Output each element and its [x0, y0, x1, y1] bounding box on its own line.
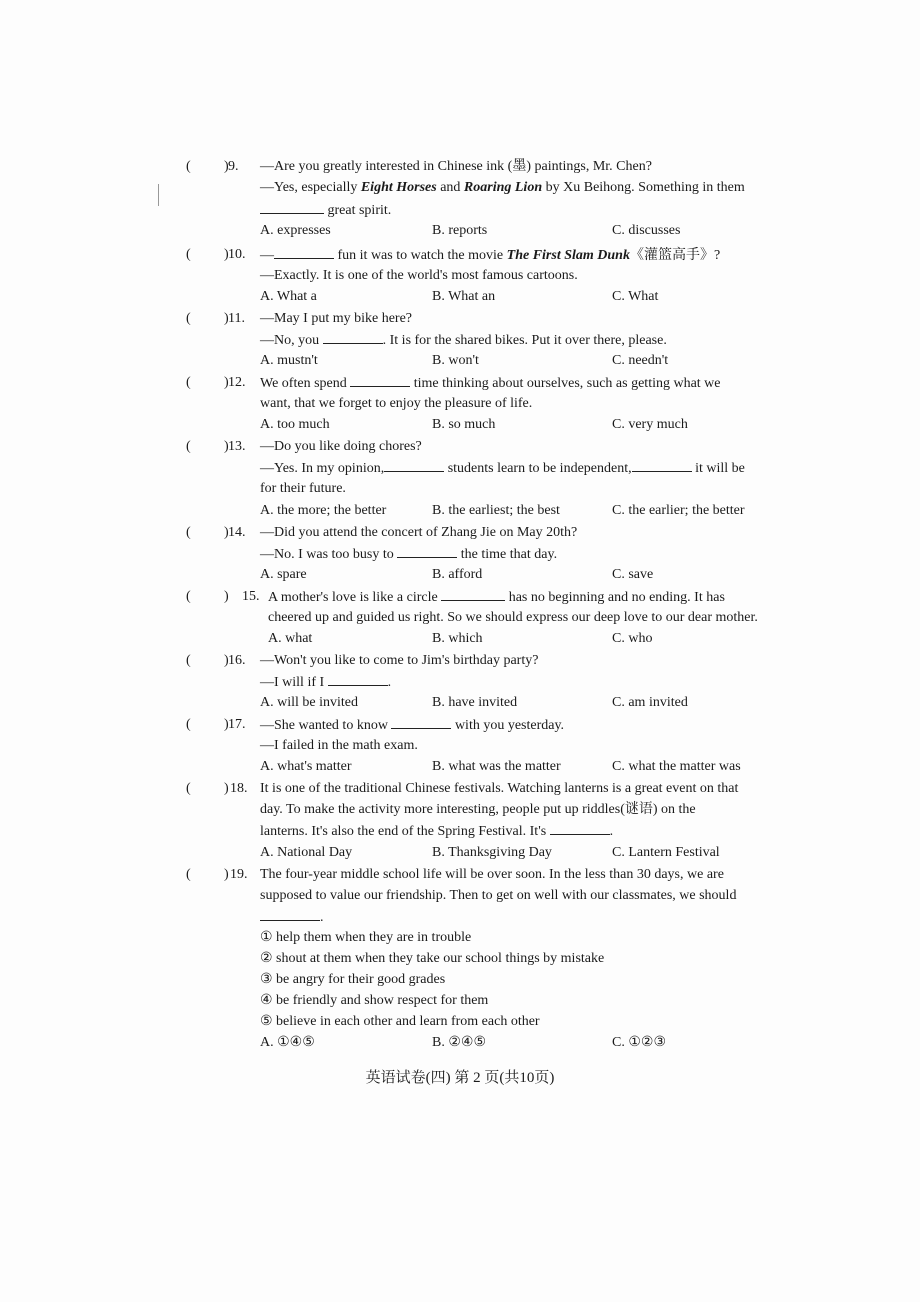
option-a[interactable]: A. what's matter [260, 759, 352, 774]
option-a[interactable]: A. will be invited [260, 695, 358, 710]
question-line: . [260, 906, 324, 929]
question-line: A mother's love is like a circle has no beginning and no ending. It has [268, 586, 725, 609]
question-line: —I failed in the math exam. [260, 738, 418, 753]
answer-blank[interactable] [441, 586, 505, 601]
question-line: day. To make the activity more interesting, people put up riddles(谜语) on the [260, 802, 696, 817]
option-a[interactable]: A. spare [260, 567, 307, 582]
exam-page: ( ) 9. —Are you greatly interested in Chinese ink (墨) paintings, Mr. Chen? —Yes, especially Eight Horses and Roaring Lion by Xu Beihong. Something in them great spirit. A. expresses B. reports C. discusses ( ) 10. — fun it was to watch the movie The First Slam Dunk《灌篮高手》? —Exactly. It is one of the world's most famous cartoons. A. What a B. What an C. What ( ) 11. —May I put my bike here? —No, you . It is for the shared bikes. Put it over there, please. A. mustn't B. won't C. needn't ( ) 12. We often spend time thinking about ourselves, such as getting what we want, that we forget to enjoy the pleasure of life. A. too much B. so much C. very much ( ) 13. —Do you like doing chores? —Yes. In my opinion, students learn to be independent, it will be for their future. A. the more; the better B. the earliest; the best C. the earlier; the better ( ) 14. —Did you attend the concert of Zhang Jie on May 20th? —No. I was too busy to the time that day. A. spare B. afford C. save ( ) 15. A mother's love is like a circle has no beginning and no ending. It has cheered up and guided us right. So we should express our deep love to our dear mother. A. what B. which C. who ( ) 16. —Won't you like to come to Jim's birthday party? —I will if I . A. will be invited B. have invited C. am invited ( ) 17. —She wanted to know with you yesterday. —I failed in the math exam. A. what's matter B. what was the matter C. what the matter was ( ) 18. It is one of the traditional Chinese festivals. Watching lanterns is a great event on that day. To make the activity more interesting, people put up riddles(谜语) on the lanterns. It's also the end of the Spring Festival. It's . A. National Day B. Thanksgiving Day C. Lantern Festival ( ) 19. The four-year middle school life will be over soon. In the less than 30 days, we are supposed to value our friendship. Then to get on well with our classmates, we should . ① help them when they are in trouble ② shout at them when they take our school things by mistake ③ be angry for their good grades ④ be friendly and show respect for them ⑤ believe in each other and learn from each other A. ①④⑤ B. ②④⑤ C. ①②③ 英语试卷(四) 第 2 页(共10页) [0, 0, 920, 1302]
option-b[interactable]: B. have invited [432, 695, 518, 710]
question-line: —Yes. In my opinion, students learn to be independent, it will be [260, 457, 745, 480]
option-b[interactable]: B. the earliest; the best [432, 503, 560, 518]
option-c[interactable]: C. needn't [612, 353, 669, 368]
option-a[interactable]: A. expresses [260, 223, 331, 238]
answer-blank[interactable] [350, 372, 410, 387]
question-line: for their future. [260, 481, 346, 496]
page-footer: 英语试卷(四) 第 2 页(共10页) [365, 1070, 555, 1086]
answer-blank[interactable] [632, 457, 692, 472]
choice-item: ③ be angry for their good grades [260, 972, 446, 987]
option-c[interactable]: C. what the matter was [612, 759, 741, 774]
question-line: —Exactly. It is one of the world's most famous cartoons. [260, 268, 578, 283]
choice-item: ① help them when they are in trouble [260, 930, 472, 945]
question-line: —Yes, especially Eight Horses and Roaring Lion by Xu Beihong. Something in them [260, 180, 745, 195]
answer-blank[interactable] [323, 329, 383, 344]
option-a[interactable]: A. National Day [260, 845, 353, 860]
option-c[interactable]: C. the earlier; the better [612, 503, 745, 518]
question-number: 16. [228, 653, 246, 668]
option-c[interactable]: C. ①②③ [612, 1035, 666, 1050]
option-b[interactable]: B. What an [432, 289, 496, 304]
answer-blank[interactable] [328, 671, 388, 686]
choice-item: ⑤ believe in each other and learn from each other [260, 1014, 540, 1029]
option-a[interactable]: A. the more; the better [260, 503, 387, 518]
option-a[interactable]: A. mustn't [260, 353, 318, 368]
option-c[interactable]: C. who [612, 631, 653, 646]
option-b[interactable]: B. what was the matter [432, 759, 561, 774]
option-c[interactable]: C. save [612, 567, 654, 582]
option-b[interactable]: B. so much [432, 417, 496, 432]
option-b[interactable]: B. won't [432, 353, 479, 368]
question-line: lanterns. It's also the end of the Spring Festival. It's . [260, 820, 613, 843]
question-line: supposed to value our friendship. Then to get on well with our classmates, we should [260, 888, 737, 903]
option-b[interactable]: B. ②④⑤ [432, 1035, 486, 1050]
question-number: 18. [230, 781, 248, 796]
answer-blank[interactable] [260, 199, 324, 214]
question-number: 14. [228, 525, 246, 540]
question-number: 9. [228, 159, 239, 174]
question-number: 15. [242, 589, 260, 604]
option-c[interactable]: C. very much [612, 417, 688, 432]
question-line: —Do you like doing chores? [260, 439, 422, 454]
question-line: want, that we forget to enjoy the pleasure of life. [260, 396, 533, 411]
question-number: 10. [228, 247, 246, 262]
choice-item: ② shout at them when they take our school things by mistake [260, 951, 605, 966]
answer-blank[interactable] [397, 543, 457, 558]
answer-blank[interactable] [274, 244, 334, 259]
question-line: cheered up and guided us right. So we should express our deep love to our dear mother. [268, 610, 758, 625]
option-b[interactable]: B. Thanksgiving Day [432, 845, 552, 860]
question-line: great spirit. [260, 199, 391, 222]
option-a[interactable]: A. What a [260, 289, 317, 304]
question-line: —I will if I . [260, 671, 391, 694]
choice-item: ④ be friendly and show respect for them [260, 993, 489, 1008]
question-number: 19. [230, 867, 248, 882]
question-line: —No, you . It is for the shared bikes. Put it over there, please. [260, 329, 667, 352]
question-line: —No. I was too busy to the time that day. [260, 543, 557, 566]
question-line: —She wanted to know with you yesterday. [260, 714, 564, 737]
question-line: —May I put my bike here? [260, 311, 413, 326]
option-a[interactable]: A. too much [260, 417, 330, 432]
question-line: —Did you attend the concert of Zhang Jie on May 20th? [260, 525, 578, 540]
question-number: 17. [228, 717, 246, 732]
question-line: The four-year middle school life will be over soon. In the less than 30 days, we are [260, 867, 724, 882]
option-b[interactable]: B. reports [432, 223, 488, 238]
question-number: 12. [228, 375, 246, 390]
question-line: — fun it was to watch the movie The First Slam Dunk《灌篮高手》? [260, 244, 720, 267]
question-line: —Won't you like to come to Jim's birthday party? [260, 653, 539, 668]
question-line: We often spend time thinking about ourselves, such as getting what we [260, 372, 721, 395]
question-number: 13. [228, 439, 246, 454]
option-c[interactable]: C. What [612, 289, 659, 304]
question-line: It is one of the traditional Chinese festivals. Watching lanterns is a great event on that [260, 781, 739, 796]
answer-blank[interactable] [260, 906, 320, 921]
option-b[interactable]: B. which [432, 631, 483, 646]
answer-blank[interactable] [384, 457, 444, 472]
answer-blank[interactable] [550, 820, 610, 835]
option-c[interactable]: C. Lantern Festival [612, 845, 720, 860]
option-b[interactable]: B. afford [432, 567, 483, 582]
question-line: —Are you greatly interested in Chinese ink (墨) paintings, Mr. Chen? [260, 159, 652, 174]
question-number: 11. [228, 311, 245, 326]
option-a[interactable]: A. what [268, 631, 313, 646]
scan-mark [158, 184, 159, 206]
option-c[interactable]: C. am invited [612, 695, 688, 710]
option-a[interactable]: A. ①④⑤ [260, 1035, 315, 1050]
answer-blank[interactable] [391, 714, 451, 729]
option-c[interactable]: C. discusses [612, 223, 681, 238]
